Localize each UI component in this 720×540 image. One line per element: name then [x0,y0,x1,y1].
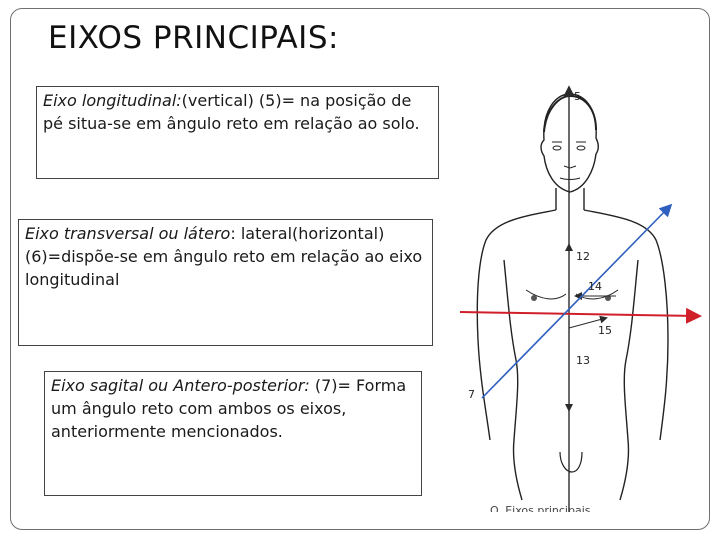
longitudinal-axis-text: (vertical) (5)= na posição de pé situa-se em ângulo reto em relação ao solo. [43,91,420,133]
body-axes-figure [456,80,704,512]
label-14: 14 [588,280,602,293]
sagittal-axis-text: (7)= Forma um ângulo reto com ambos os eixos, anteriormente mencionados. [51,376,407,441]
slide-title: EIXOS PRINCIPAIS: [48,20,339,56]
sagittal-axis-line [482,206,670,398]
label-7: 7 [468,388,475,401]
longitudinal-axis-box [36,86,439,179]
sagittal-axis-heading: Eixo sagital ou Antero-posterior: [51,376,310,395]
sagittal-axis-box [44,371,422,496]
transversal-axis-line [460,312,698,316]
label-15: 15 [598,324,612,337]
transversal-axis-text: : lateral(horizontal)(6)=dispõe-se em ângulo reto em relação ao eixo longitudinal [25,224,423,289]
human-body-outline [477,94,668,500]
left-nipple [531,295,537,301]
figure-caption: O. Eixos principais [490,504,591,512]
label-5: 5 [574,90,581,103]
longitudinal-axis-heading: Eixo longitudinal: [43,91,182,110]
body-axes-illustration [456,80,704,512]
label-12: 12 [576,250,590,263]
transversal-axis-box [18,219,433,346]
transversal-axis-heading: Eixo transversal ou látero [25,224,231,243]
label-13: 13 [576,354,590,367]
